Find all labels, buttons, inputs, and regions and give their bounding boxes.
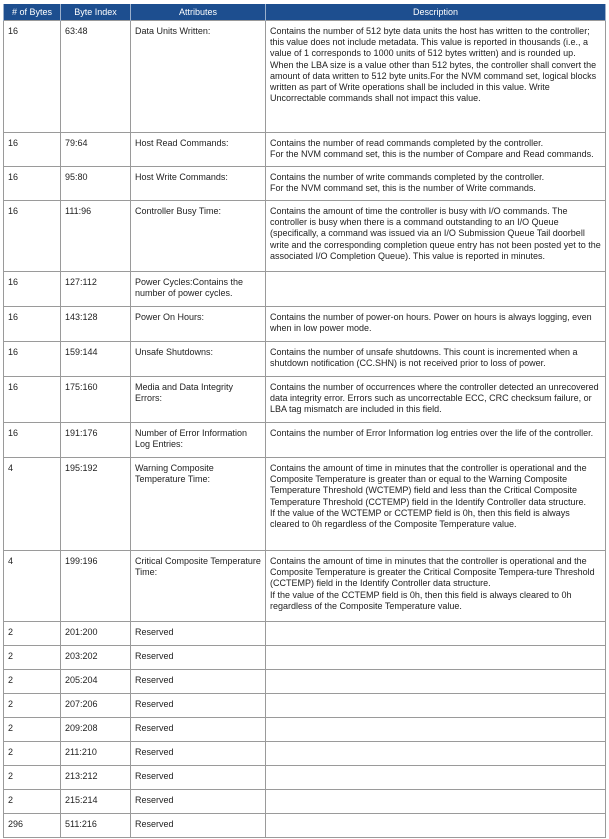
bytes-cell: 16 bbox=[4, 133, 61, 167]
header-byte-index: Byte Index bbox=[61, 4, 131, 21]
table-row bbox=[4, 646, 606, 670]
description-cell bbox=[266, 133, 606, 167]
byte-index-cell: 63:48 bbox=[61, 21, 131, 133]
description-text: Contains the number of unsafe shutdowns. This count is incremented when a shutdown notification (CC.SHN) is not received prior to loss of power. bbox=[270, 347, 578, 369]
description-text: Contains the number of write commands completed by the controller. bbox=[270, 172, 545, 182]
bytes-cell: 2 bbox=[4, 718, 61, 742]
description-text: Contains the number of occurrences where the controller detected an unrecovered data integrity error. Errors such as uncorrectable ECC, CRC checksum failure, or LBA tag mismatch are included in this field. bbox=[270, 382, 599, 415]
attribute-cell: Data Units Written: bbox=[131, 21, 266, 133]
smart-log-table bbox=[3, 4, 606, 838]
bytes-cell: 2 bbox=[4, 646, 61, 670]
table-row bbox=[4, 307, 606, 342]
description-cell bbox=[266, 718, 606, 742]
description-text: Contains the amount of time in minutes that the controller is operational and the Composite Temperature is greater than or equal to the Warning Composite Temperature Threshold (WCTEMP) field and less than the Critical Composite Temperature Threshold (CCTEMP) field in the Identify Controller data structure. bbox=[270, 463, 587, 507]
attribute-cell: Reserved bbox=[131, 790, 266, 814]
table-row bbox=[4, 694, 606, 718]
attribute-cell: Unsafe Shutdowns: bbox=[131, 342, 266, 377]
table-row bbox=[4, 133, 606, 167]
bytes-cell: 296 bbox=[4, 814, 61, 838]
byte-index-cell: 79:64 bbox=[61, 133, 131, 167]
description-text: Contains the number of Error Information log entries over the life of the controller. bbox=[270, 428, 594, 438]
description-cell bbox=[266, 551, 606, 622]
bytes-cell: 2 bbox=[4, 790, 61, 814]
description-cell bbox=[266, 423, 606, 458]
attribute-cell: Power Cycles:Contains the number of power cycles. bbox=[131, 272, 266, 307]
bytes-cell: 16 bbox=[4, 342, 61, 377]
description-cell bbox=[266, 646, 606, 670]
byte-index-cell: 205:204 bbox=[61, 670, 131, 694]
attribute-cell: Number of Error Information Log Entries: bbox=[131, 423, 266, 458]
byte-index-cell: 511:216 bbox=[61, 814, 131, 838]
description-cell bbox=[266, 21, 606, 133]
byte-index-cell: 211:210 bbox=[61, 742, 131, 766]
byte-index-cell: 95:80 bbox=[61, 167, 131, 201]
description-cell bbox=[266, 201, 606, 272]
bytes-cell: 16 bbox=[4, 21, 61, 133]
byte-index-cell: 127:112 bbox=[61, 272, 131, 307]
byte-index-cell: 195:192 bbox=[61, 458, 131, 551]
attribute-cell: Media and Data Integrity Errors: bbox=[131, 377, 266, 423]
attribute-cell: Power On Hours: bbox=[131, 307, 266, 342]
bytes-cell: 2 bbox=[4, 694, 61, 718]
bytes-cell: 16 bbox=[4, 272, 61, 307]
attribute-cell: Reserved bbox=[131, 766, 266, 790]
bytes-cell: 16 bbox=[4, 377, 61, 423]
description-text: For the NVM command set, this is the number of Write commands. bbox=[270, 183, 536, 194]
description-text: Contains the number of power-on hours. Power on hours is always logging, even when in low power mode. bbox=[270, 312, 592, 334]
table-row bbox=[4, 622, 606, 646]
table-row bbox=[4, 742, 606, 766]
attribute-cell: Reserved bbox=[131, 670, 266, 694]
description-cell bbox=[266, 272, 606, 307]
byte-index-cell: 209:208 bbox=[61, 718, 131, 742]
bytes-cell: 4 bbox=[4, 551, 61, 622]
byte-index-cell: 111:96 bbox=[61, 201, 131, 272]
header-attributes: Attributes bbox=[131, 4, 266, 21]
byte-index-cell: 201:200 bbox=[61, 622, 131, 646]
description-cell bbox=[266, 670, 606, 694]
description-cell bbox=[266, 742, 606, 766]
table-row bbox=[4, 790, 606, 814]
table-row bbox=[4, 423, 606, 458]
table-row bbox=[4, 766, 606, 790]
bytes-cell: 2 bbox=[4, 670, 61, 694]
attribute-cell: Reserved bbox=[131, 814, 266, 838]
bytes-cell: 2 bbox=[4, 742, 61, 766]
attribute-cell: Reserved bbox=[131, 646, 266, 670]
description-text: Contains the number of read commands completed by the controller. bbox=[270, 138, 544, 148]
description-text: If the value of the WCTEMP or CCTEMP field is 0h, then this field is always cleared to 0h regardless of the Composite Temperature value. bbox=[270, 507, 570, 530]
description-cell bbox=[266, 814, 606, 838]
description-text: If the value of the CCTEMP field is 0h, then this field is always cleared to 0h regardless of the Composite Temperature value. bbox=[270, 589, 572, 611]
byte-index-cell: 199:196 bbox=[61, 551, 131, 622]
table-row bbox=[4, 551, 606, 622]
attribute-cell: Controller Busy Time: bbox=[131, 201, 266, 272]
header-row bbox=[4, 4, 606, 21]
table-row bbox=[4, 167, 606, 201]
description-cell bbox=[266, 766, 606, 790]
description-cell bbox=[266, 167, 606, 201]
byte-index-cell: 159:144 bbox=[61, 342, 131, 377]
table-row bbox=[4, 377, 606, 423]
description-text: Contains the amount of time in minutes that the controller is operational and the Composite Temperature is greater the Critical Composite Tempera-ture Threshold (CCTEMP) field in the Identify Controller data structure. bbox=[270, 556, 595, 589]
bytes-cell: 16 bbox=[4, 307, 61, 342]
bytes-cell: 16 bbox=[4, 167, 61, 201]
table-row bbox=[4, 342, 606, 377]
bytes-cell: 2 bbox=[4, 622, 61, 646]
attribute-cell: Reserved bbox=[131, 622, 266, 646]
table-body bbox=[4, 21, 606, 838]
byte-index-cell: 175:160 bbox=[61, 377, 131, 423]
header-description: Description bbox=[266, 4, 606, 21]
byte-index-cell: 213:212 bbox=[61, 766, 131, 790]
attribute-cell: Critical Composite Temperature Time: bbox=[131, 551, 266, 622]
table-row bbox=[4, 718, 606, 742]
bytes-cell: 4 bbox=[4, 458, 61, 551]
attribute-cell: Warning Composite Temperature Time: bbox=[131, 458, 266, 551]
byte-index-cell: 207:206 bbox=[61, 694, 131, 718]
bytes-cell: 16 bbox=[4, 423, 61, 458]
table-row bbox=[4, 21, 606, 133]
description-text: Contains the number of 512 byte data units the host has written to the controller; this value does not include metadata. This value is reported in thousands (i.e., a value of 1 corresponds to 1000 units of 512 bytes written) and is rounded up. When the LBA size is a value other than 512 bytes, the controller shall convert the amount of data written to 512 byte units.For the NVM command set, logical blocks written as part of Write operations shall be included in this value. Write Uncorrectable commands shall not impact this value. bbox=[270, 26, 597, 104]
table-row bbox=[4, 458, 606, 551]
byte-index-cell: 143:128 bbox=[61, 307, 131, 342]
attribute-cell: Host Read Commands: bbox=[131, 133, 266, 167]
attribute-cell: Reserved bbox=[131, 694, 266, 718]
table-row bbox=[4, 201, 606, 272]
bytes-cell: 2 bbox=[4, 766, 61, 790]
description-cell bbox=[266, 694, 606, 718]
attribute-cell: Reserved bbox=[131, 742, 266, 766]
attribute-cell: Host Write Commands: bbox=[131, 167, 266, 201]
description-cell bbox=[266, 342, 606, 377]
description-cell bbox=[266, 377, 606, 423]
bytes-cell: 16 bbox=[4, 201, 61, 272]
description-cell bbox=[266, 622, 606, 646]
description-cell bbox=[266, 458, 606, 551]
table-row bbox=[4, 272, 606, 307]
byte-index-cell: 215:214 bbox=[61, 790, 131, 814]
description-cell bbox=[266, 790, 606, 814]
byte-index-cell: 203:202 bbox=[61, 646, 131, 670]
byte-index-cell: 191:176 bbox=[61, 423, 131, 458]
header-bytes: # of Bytes bbox=[4, 4, 61, 21]
attribute-cell: Reserved bbox=[131, 718, 266, 742]
description-cell bbox=[266, 307, 606, 342]
description-text: For the NVM command set, this is the number of Compare and Read commands. bbox=[270, 149, 594, 160]
description-text: Contains the amount of time the controller is busy with I/O commands. The controller is busy when there is a command outstanding to an I/O Queue (specifically, a command was issued via an I/O Submission Queue Tail doorbell write and the corresponding completion queue entry has not been posted yet to the associated I/O Completion Queue). This value is reported in minutes. bbox=[270, 206, 601, 261]
table-row bbox=[4, 670, 606, 694]
table-row bbox=[4, 814, 606, 838]
